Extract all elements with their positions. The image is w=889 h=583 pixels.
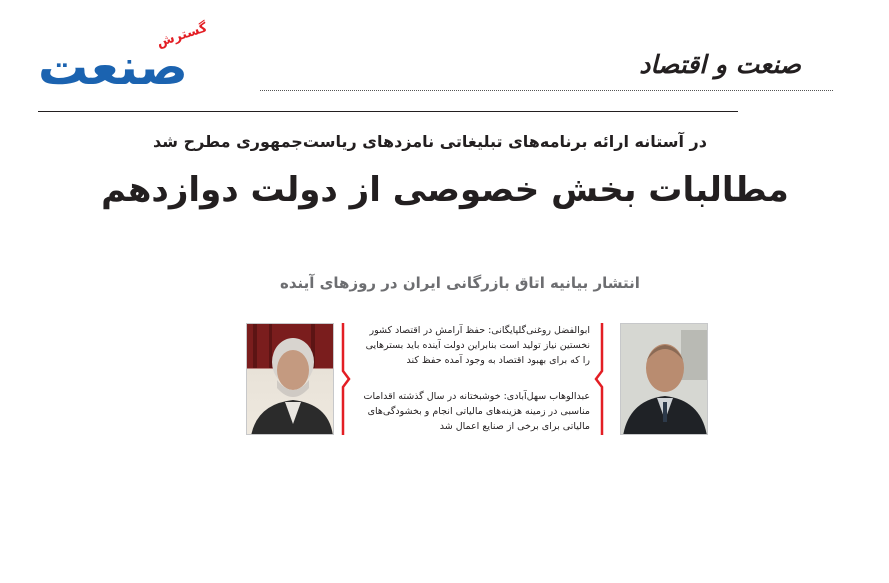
logo-main-text: صنعت <box>38 38 188 96</box>
section-title: صنعت و اقتصاد <box>639 50 801 79</box>
article-subhead: انتشار بیانیه اتاق بازرگانی ایران در روزهای آینده <box>280 274 640 292</box>
article-kicker: در آستانه ارائه برنامه‌های تبلیغاتی نامزدهای ریاست‌جمهوری مطرح شد <box>153 132 707 151</box>
portrait-photo-left <box>246 323 334 435</box>
portrait-photo-right <box>620 323 708 435</box>
newspaper-logo <box>38 20 210 100</box>
header-rule <box>38 111 738 112</box>
quote-text: عبدالوهاب سهل‌آبادی: خوشبختانه در سال گذشته اقدامات مناسبی در زمینه هزینه‌های مالیاتی انجام و بخشودگی‌های مالیاتی برای برخی از صنایع اعمال شد <box>363 391 590 432</box>
quote-divider-right <box>594 323 604 435</box>
article-headline: مطالبات بخش خصوصی از دولت دوازدهم <box>101 170 789 210</box>
dotted-divider <box>260 90 833 91</box>
quote-divider-left <box>341 323 351 435</box>
quote-text: ابوالفضل روغنی‌گلپایگانی: حفظ آرامش در اقتصاد کشور نخستین نیاز تولید است بنابراین دولت آینده باید بسترهایی را که برای بهبود اقتصاد به وجود آمده حفظ کند <box>365 325 590 366</box>
logo-sub-text: گسترش <box>154 20 210 51</box>
